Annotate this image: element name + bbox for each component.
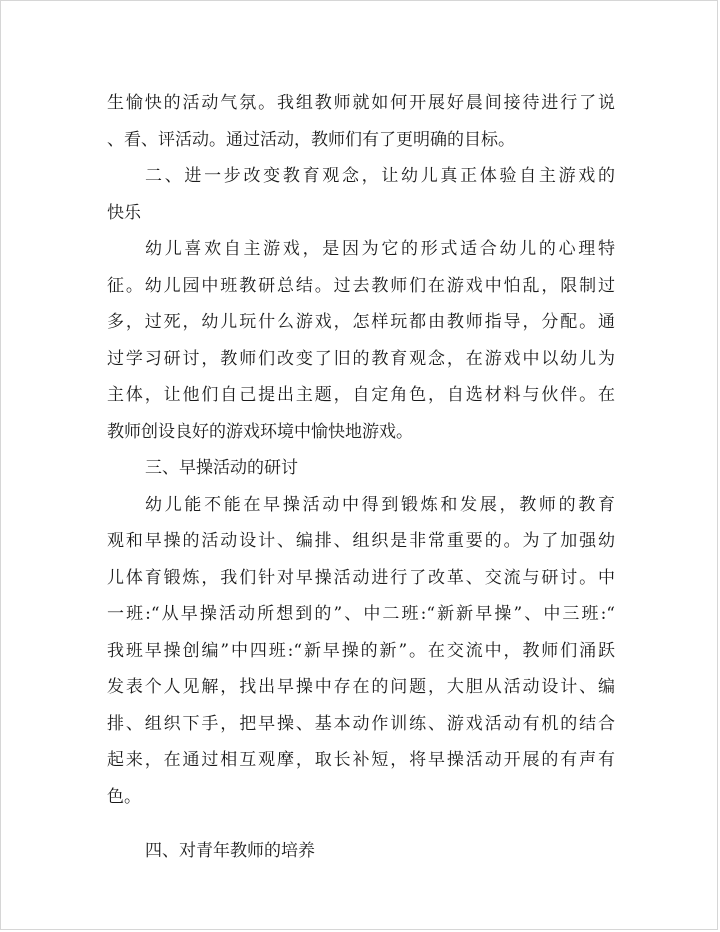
- paragraph-line: 教师创设良好的游戏环境中愉快地游戏。: [107, 421, 413, 442]
- paragraph-line: 主体，让他们自己提出主题，自定角色，自选材料与伙伴。在: [107, 385, 615, 405]
- paragraph-line: 过学习研讨，教师们改变了旧的教育观念，在游戏中以幼儿为: [107, 348, 615, 369]
- paragraph-line: 多，过死，幼儿玩什么游戏，怎样玩都由教师指导，分配。通: [107, 312, 615, 332]
- paragraph-line: 发表个人见解，找出早操中存在的问题，大胆从活动设计、编: [107, 677, 615, 697]
- section-heading: 三、早操活动的研讨: [145, 458, 298, 478]
- section-spacer: [107, 815, 615, 833]
- paragraph-line: 儿体育锻炼，我们针对早操活动进行了改革、交流与研讨。中: [107, 567, 615, 588]
- paragraph-line: 起来，在通过相互观摩，取长补短，将早操活动开展的有声有: [107, 750, 615, 770]
- paragraph-line: 我班早操创编”中四班:“新早操的新”。在交流中，教师们涌跃: [107, 640, 615, 661]
- paragraph-line: 排、组织下手，把早操、基本动作训练、游戏活动有机的结合: [107, 713, 615, 734]
- paragraph-line: 幼儿喜欢自主游戏，是因为它的形式适合幼儿的心理特: [145, 239, 615, 259]
- paragraph-line: 一班:“从早操活动所想到的”、中二班:“新新早操”、中三班:“: [107, 604, 615, 624]
- paragraph-line: 幼儿能不能在早操活动中得到锻炼和发展，教师的教育: [145, 494, 615, 515]
- paragraph-line: 观和早操的活动设计、编排、组织是非常重要的。为了加强幼: [107, 531, 615, 551]
- section-heading-line: 快乐: [107, 202, 141, 223]
- section-heading-line: 二、进一步改变教育观念，让幼儿真正体验自主游戏的: [145, 166, 615, 186]
- paragraph-line: 、看、评活动。通过活动，教师们有了更明确的目标。: [107, 129, 515, 150]
- paragraph-line: 色。: [107, 786, 141, 807]
- document-body: [107, 85, 615, 870]
- paragraph-line: 征。幼儿园中班教研总结。过去教师们在游戏中怕乱，限制过: [107, 275, 615, 296]
- paragraph-line: 生愉快的活动气氛。我组教师就如何开展好晨间接待进行了说: [107, 93, 615, 113]
- section-heading: 四、对青年教师的培养: [145, 841, 315, 861]
